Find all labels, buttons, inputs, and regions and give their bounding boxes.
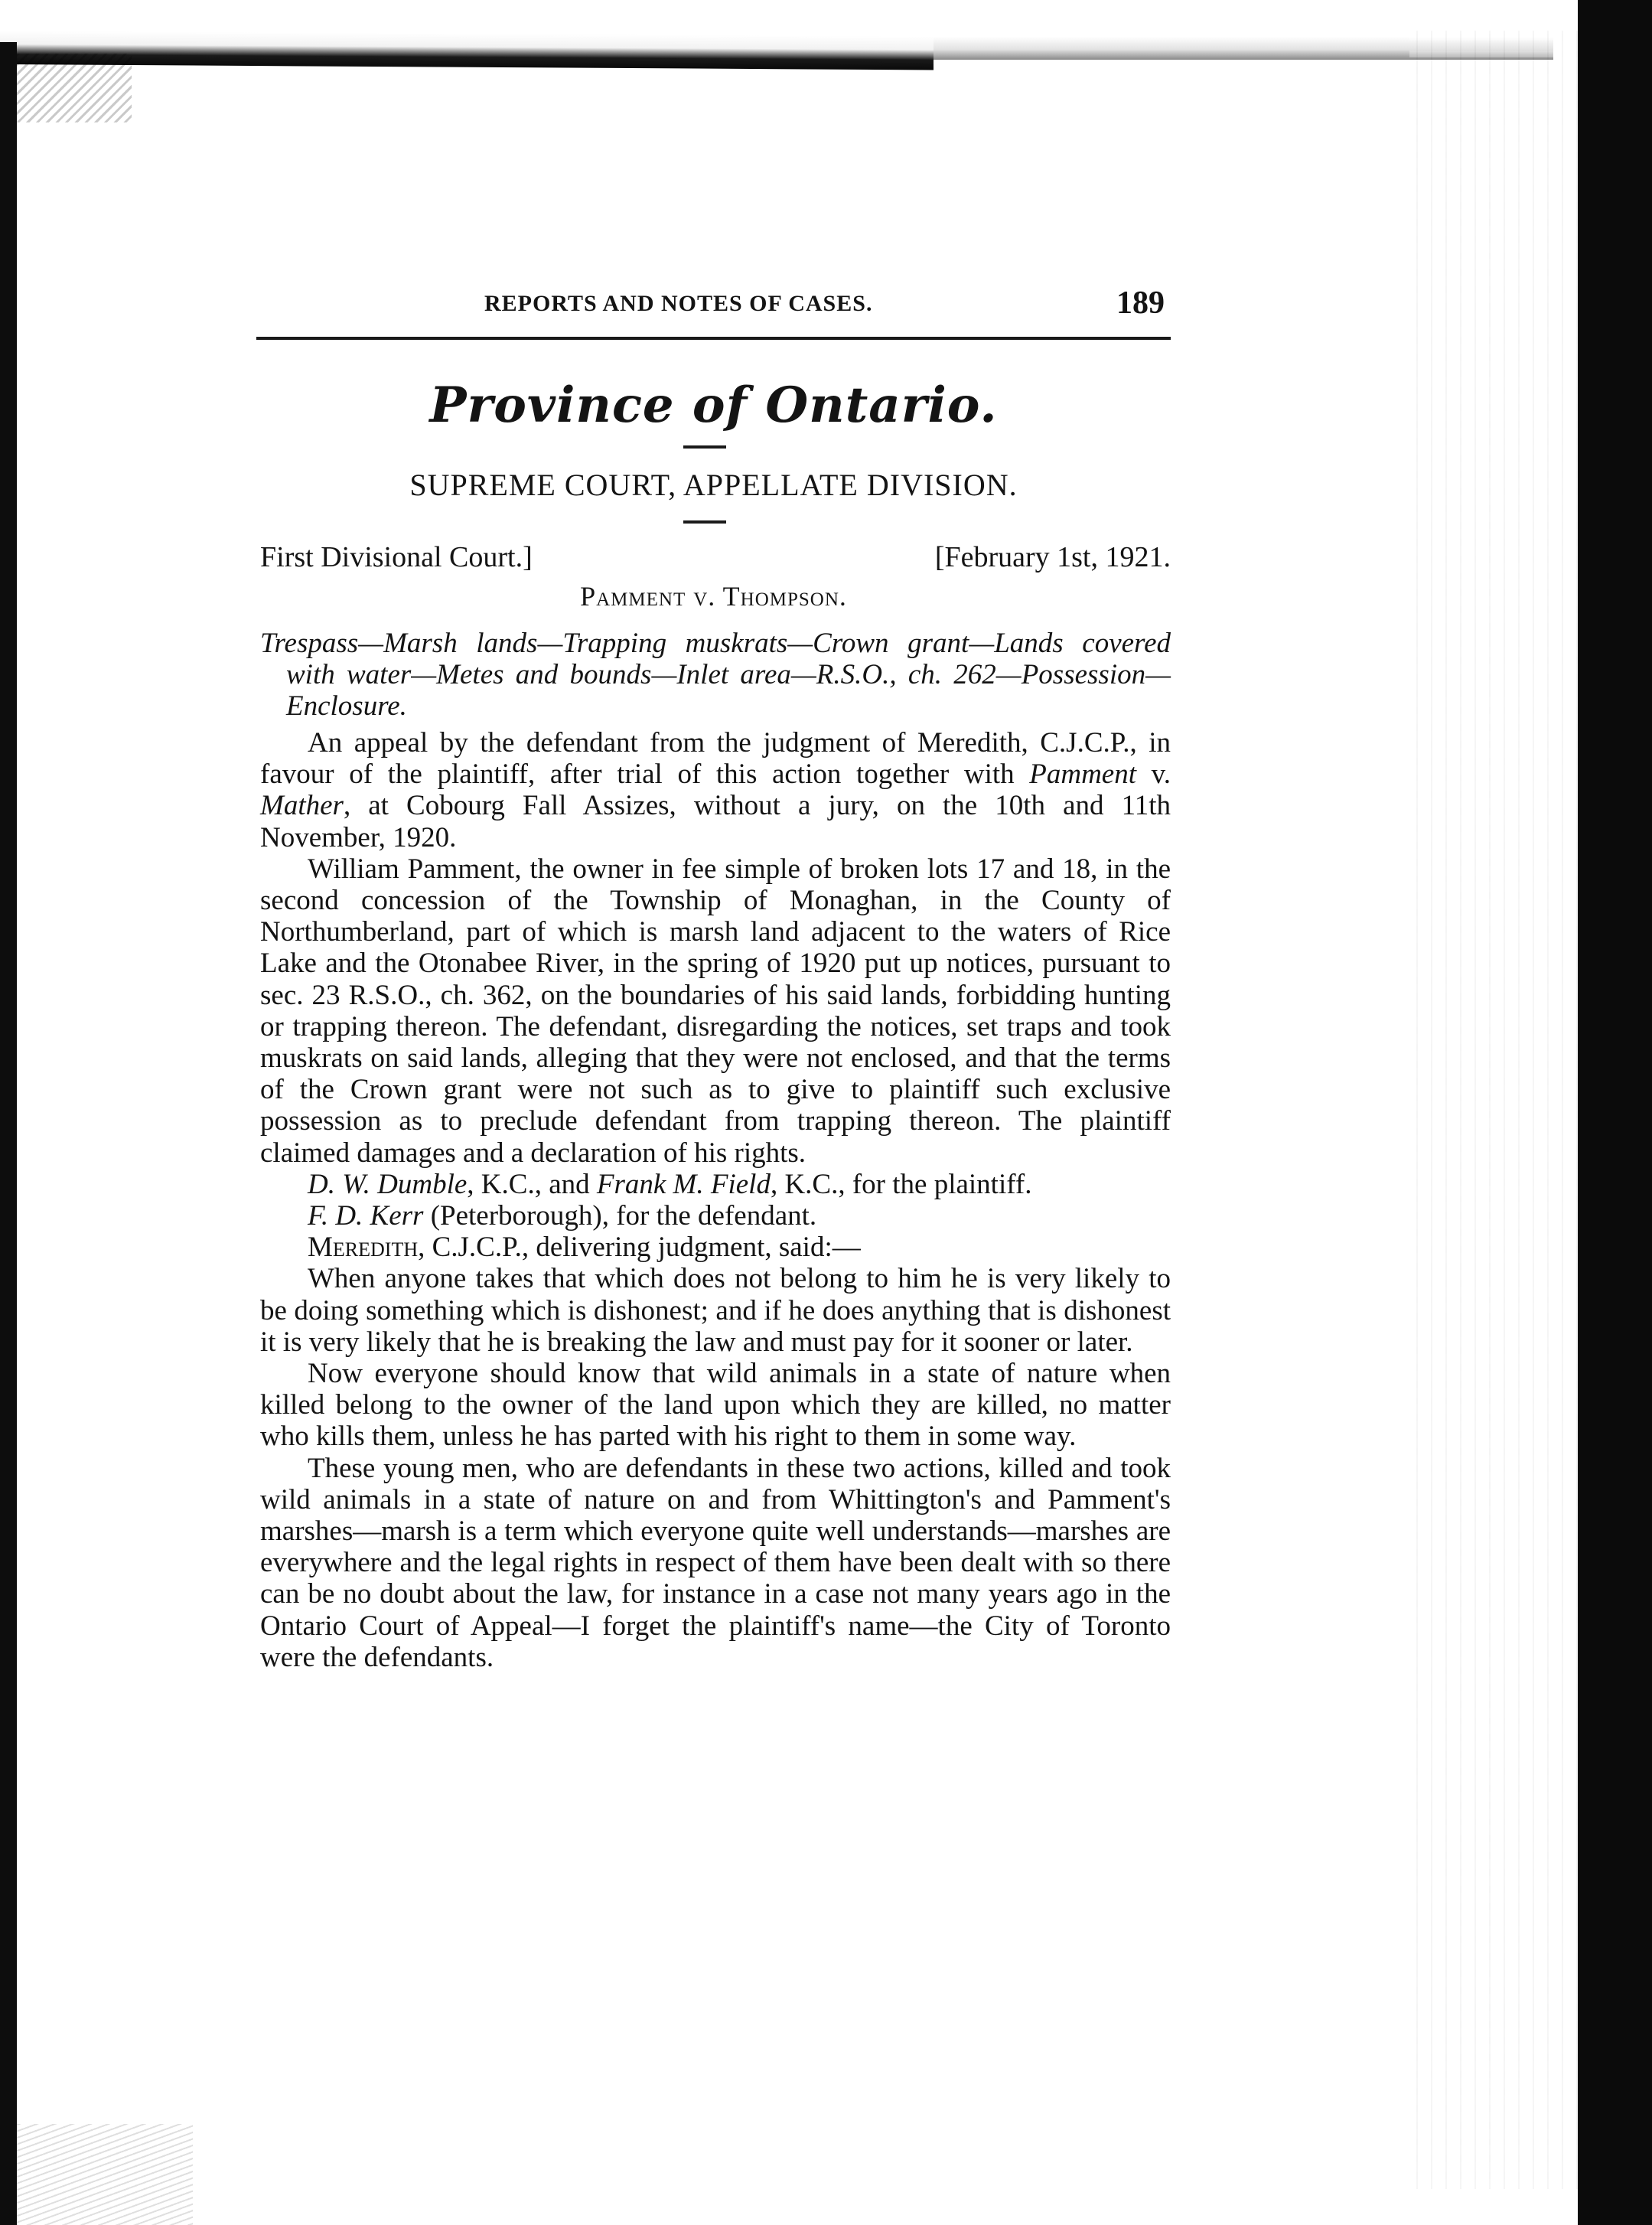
case-name: Pamment bbox=[1029, 759, 1137, 791]
judge-line bbox=[260, 1232, 1171, 1263]
text-run: , at Cobourg Fall Assizes, without a jury, on the 10th and 11th November, 1920. bbox=[260, 790, 1171, 853]
court-name: First Divisional Court.] bbox=[260, 541, 533, 573]
counsel-name: F. D. Kerr bbox=[308, 1200, 424, 1232]
text-run: , K.C., and bbox=[467, 1168, 597, 1200]
running-title: REPORTS AND NOTES OF CASES. bbox=[484, 291, 873, 316]
running-head bbox=[256, 285, 1171, 340]
text-run: v. bbox=[1136, 759, 1171, 791]
headnote: Trespass—Marsh lands—Trapping muskrats—Crown grant—Lands covered with water—Metes and bounds—Inlet area—R.S.O., ch. 262—Possession—Enclosure. bbox=[260, 628, 1171, 722]
page-number: 189 bbox=[1116, 285, 1165, 321]
province-heading: Province of Ontario. bbox=[429, 377, 998, 434]
counsel-name: D. W. Dumble bbox=[308, 1168, 468, 1200]
counsel-name: Frank M. Field bbox=[596, 1168, 771, 1200]
paragraph: William Pamment, the owner in fee simple of broken lots 17 and 18, in the second concession of the Township of Monaghan, in the County of Northumberland, part of which is marsh land adjacent to the waters of Rice Lake and the Otonabee River, in the spring of 1920 put up notices, pursuant to sec. 23 R.S.O., ch. 362, on the boundaries of his said lands, forbidding hunting or trapping thereon. The defendant, disregarding the notices, set traps and took muskrats on said lands, alleging that they were not enclosed, and that the terms of the Crown grant were not such as to give to plaintiff such exclusive possession as to preclude defendant from trapping thereon. The plaintiff claimed damages and a declaration of his rights. bbox=[260, 853, 1171, 1169]
judge-name: Meredith bbox=[308, 1232, 419, 1264]
short-rule bbox=[683, 445, 726, 449]
court-heading: SUPREME COURT, APPELLATE DIVISION. bbox=[409, 468, 1018, 502]
text-run: , K.C., for the plaintiff. bbox=[770, 1168, 1032, 1200]
case-name: Mather bbox=[260, 790, 344, 822]
text-run: An appeal by the defendant from the judgment of Meredith, C.J.C.P., in favour of the plaintiff, after trial of this action together with bbox=[260, 727, 1171, 791]
counsel-plaintiff bbox=[260, 1169, 1171, 1200]
counsel-defendant bbox=[260, 1200, 1171, 1232]
paragraph: Now everyone should know that wild animals in a state of nature when killed belong to the owner of the land upon which they are killed, no matter who kills them, unless he has parted with his right to them in some way. bbox=[260, 1358, 1171, 1453]
body-text bbox=[260, 727, 1171, 1673]
text-run: (Peterborough), for the defendant. bbox=[423, 1200, 817, 1232]
paragraph: When anyone takes that which does not belong to him he is very likely to be doing something which is dishonest; and if he does anything that is dishonest it is very likely that he is breaking the law and must pay for it sooner or later. bbox=[260, 1263, 1171, 1358]
paragraph bbox=[260, 727, 1171, 853]
case-title: Pamment v. Thompson. bbox=[580, 581, 847, 612]
paragraph: These young men, who are defendants in these two actions, killed and took wild animals in a state of nature on and from Whittington's and Pamment's marshes—marsh is a term which everyone quite well understands—marshes are everywhere and the legal rights in respect of them have been dealt with so there can be no doubt about the law, for instance in a case not many years ago in the Ontario Court of Appeal—I forget the plaintiff's name—the City of Toronto were the defendants. bbox=[260, 1452, 1171, 1673]
judgment-date: [February 1st, 1921. bbox=[934, 541, 1171, 573]
text-run: , C.J.C.P., delivering judgment, said:— bbox=[418, 1232, 861, 1264]
short-rule bbox=[683, 520, 726, 524]
court-date-row bbox=[260, 540, 1171, 579]
